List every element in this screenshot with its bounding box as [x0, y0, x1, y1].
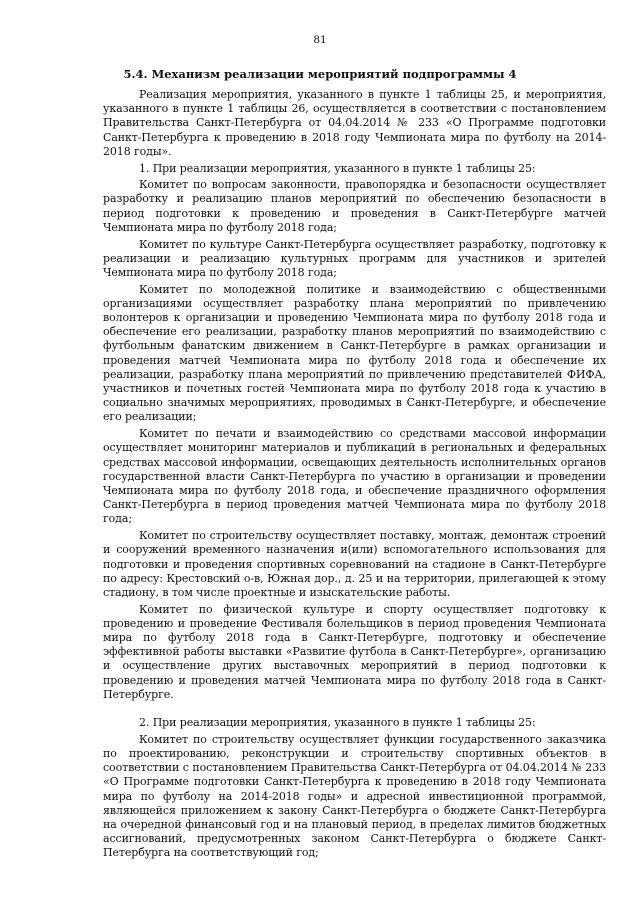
paragraph-intro: Реализация мероприятия, указанного в пункте 1 таблицы 25, и мероприятия, указанного в пункте 1 таблицы 26, осуществляется в соответствии с постановлением Правительства Санкт-Петербурга от 04.04.2014 № 233 «О Программе подготовки Санкт-Петербурга к проведению в 2018 году Чемпионата мира по футболу на 2014-2018 годы».	[103, 88, 606, 158]
paragraph-youth-committee: Комитет по молодежной политике и взаимодействию с общественными организациями осуществляет разработку плана мероприятий по привлечению волонтеров к организации и проведению Чемпионата мира по футболу 2018 года и обеспечение его реализации, разработку планов мероприятий по взаимодействию с футбольным фанатским движением в Санкт-Петербурге в рамках организации и проведения матчей Чемпионата мира по футболу 2018 года и обеспечение их реализации, разработку плана мероприятий по привлечению представителей ФИФА, участников и почетных гостей Чемпионата мира по футболу 2018 года к участию в социально значимых мероприятиях, проводимых в Санкт-Петербурге, и обеспечение его реализации;	[103, 282, 606, 424]
paragraph-construction-committee: Комитет по строительству осуществляет поставку, монтаж, демонтаж строений и сооружений временного назначения и(или) вспомогательного использования для подготовки и проведения спортивных соревнований на стадионе в Санкт-Петербурге по адресу: Крестовский о-в, Южная дор., д. 25 и на территории, прилегающей к этому стадиону, в том числе проектные и изыскательские работы.	[103, 529, 606, 599]
paragraph-security-committee: Комитет по вопросам законности, правопорядка и безопасности осуществляет разработку и реализацию планов мероприятий по обеспечению безопасности в период подготовки к проведению и проведения в Санкт-Петербурге матчей Чемпионата мира по футболу 2018 года;	[103, 178, 606, 234]
paragraph-item-2: 2. При реализации мероприятия, указанного в пункте 1 таблицы 25:	[139, 716, 536, 730]
page-number: 81	[313, 34, 327, 46]
section-heading: 5.4. Механизм реализации мероприятий подпрограммы 4	[123, 67, 517, 81]
paragraph-item-1: 1. При реализации мероприятия, указанного в пункте 1 таблицы 25:	[139, 161, 536, 175]
paragraph-sport-committee: Комитет по физической культуре и спорту осуществляет подготовку к проведению и проведение Фестиваля болельщиков в период проведения Чемпионата мира по футболу 2018 года в Санкт-Петербурге, подготовку и обеспечение эффективной работы выставки «Развитие футбола в Санкт-Петербурге», организацию и осуществление других выставочных мероприятий в период подготовки к проведению и проведения матчей Чемпионата мира по футболу 2018 года в Санкт-Петербурге.	[103, 602, 606, 701]
paragraph-construction-customer: Комитет по строительству осуществляет функции государственного заказчика по проектированию, реконструкции и строительству спортивных объектов в соответствии с постановлением Правительства Санкт-Петербурга от 04.04.2014 № 233 «О Программе подготовки Санкт-Петербурга к проведению в 2018 году Чемпионата мира по футболу на 2014-2018 годы» и адресной инвестиционной программой, являющейся приложением к закону Санкт-Петербурга о бюджете Санкт-Петербурга на очередной финансовый год и на плановый период, в пределах лимитов бюджетных ассигнований, предусмотренных законом Санкт-Петербурга о бюджете Санкт-Петербурга на соответствующий год;	[103, 732, 606, 860]
paragraph-culture-committee: Комитет по культуре Санкт-Петербурга осуществляет разработку, подготовку к реализации и реализацию культурных программ для участников и зрителей Чемпионата мира по футболу 2018 года;	[103, 237, 606, 279]
paragraph-press-committee: Комитет по печати и взаимодействию со средствами массовой информации осуществляет мониторинг материалов и публикаций в региональных и федеральных средствах массовой информации, освещающих деятельность исполнительных органов государственной власти Санкт-Петербурга по участию в организации и проведении Чемпионата мира по футболу 2018 года, и обеспечение праздничного оформления Санкт-Петербурга в период проведения матчей Чемпионата мира по футболу 2018 года;	[103, 427, 606, 526]
document-body	[103, 88, 606, 863]
